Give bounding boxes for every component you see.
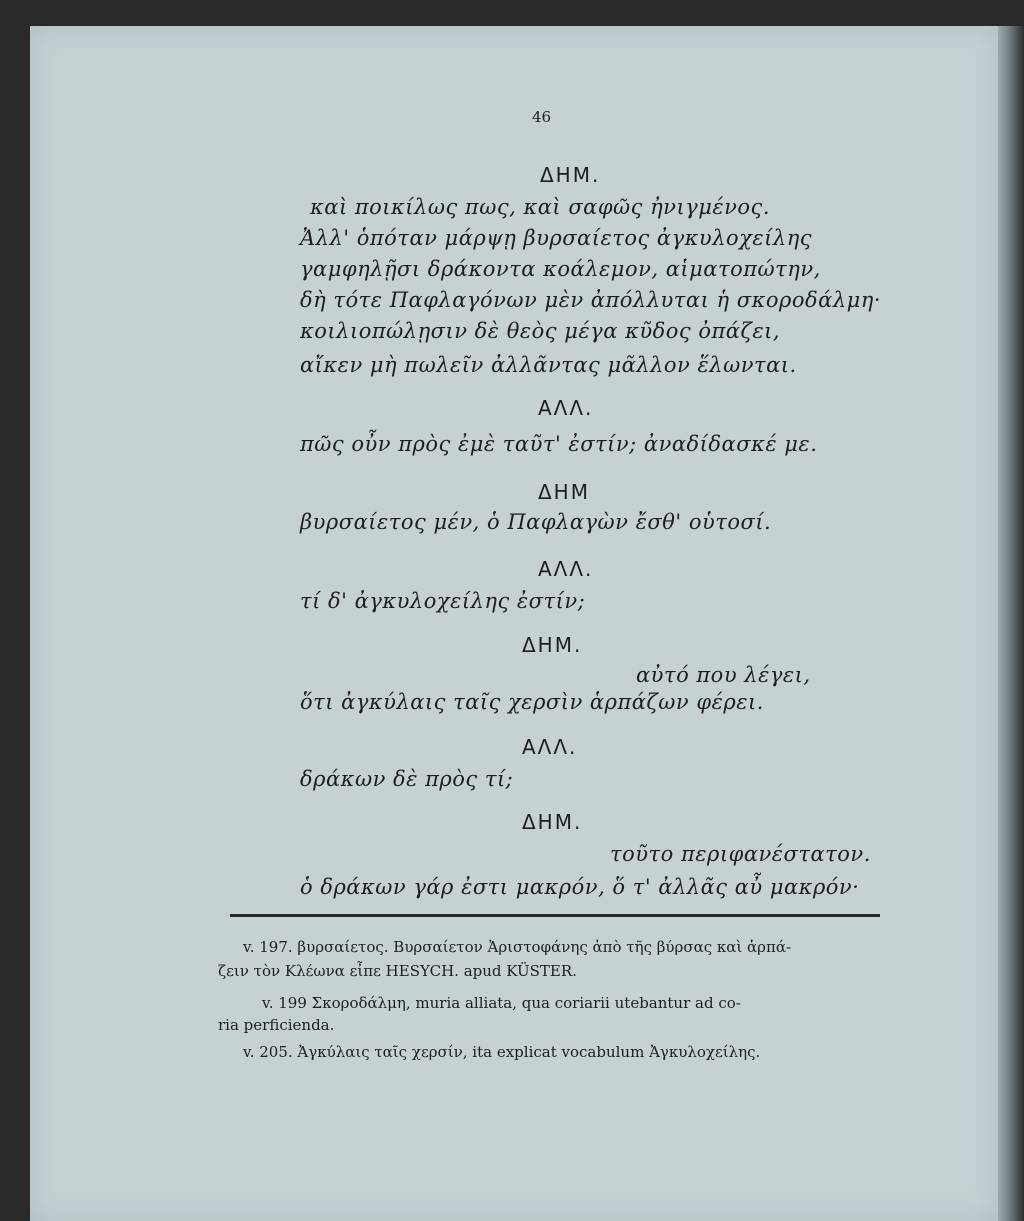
speaker-label: ΑΛΛ. bbox=[538, 396, 594, 420]
page-number: 46 bbox=[532, 108, 552, 126]
speaker-label: ΔΗΜ. bbox=[522, 633, 583, 657]
verse-line: αὐτό που λέγει, bbox=[636, 663, 811, 687]
footnote: v. 199 Σκοροδάλμη, muria alliata, qua coriarii utebantur ad co- bbox=[262, 994, 741, 1012]
speaker-label: ΔΗΜ bbox=[538, 480, 590, 504]
verse-line: ὁ δράκων γάρ ἐστι μακρόν, ὅ τ' ἀλλᾶς αὖ μακρόν· bbox=[300, 875, 860, 899]
verse-line: γαμφηλῇσι δράκοντα κοάλεμον, αἱματοπώτην, bbox=[300, 257, 821, 281]
speaker-label: ΑΛΛ. bbox=[522, 735, 578, 759]
footnote: ria perficienda. bbox=[218, 1016, 335, 1034]
footnote: v. 205. Ἀγκύλαις ταῖς χερσίν, ita explicat vocabulum Ἀγκυλοχείλης. bbox=[243, 1043, 761, 1061]
speaker-label: ΑΛΛ. bbox=[538, 557, 594, 581]
verse-line: ὅτι ἀγκύλαις ταῖς χερσὶν ἁρπάζων φέρει. bbox=[300, 690, 764, 714]
page-edge bbox=[998, 26, 1024, 1221]
verse-line: δὴ τότε Παφλαγόνων μὲν ἀπόλλυται ἡ σκοροδάλμη· bbox=[300, 288, 882, 312]
footnote-rule bbox=[230, 914, 880, 917]
speaker-label: ΔΗΜ. bbox=[540, 163, 601, 187]
verse-line: πῶς οὖν πρὸς ἐμὲ ταῦτ' ἐστίν; ἀναδίδασκέ με. bbox=[300, 432, 818, 456]
verse-line: αἴκεν μὴ πωλεῖν ἀλλᾶντας μᾶλλον ἕλωνται. bbox=[300, 353, 797, 377]
verse-line: τοῦτο περιφανέστατον. bbox=[610, 842, 871, 866]
speaker-label: ΔΗΜ. bbox=[522, 810, 583, 834]
verse-line: βυρσαίετος μέν, ὁ Παφλαγὼν ἔσθ' οὑτοσί. bbox=[300, 510, 772, 534]
verse-line: Ἀλλ' ὁπόταν μάρψῃ βυρσαίετος ἀγκυλοχείλης bbox=[300, 226, 813, 250]
verse-line: δράκων δὲ πρὸς τί; bbox=[300, 767, 514, 791]
footnote: v. 197. βυρσαίετος. Βυρσαίετον Ἀριστοφάνης ἀπὸ τῆς βύρσας καὶ ἁρπά- bbox=[243, 938, 792, 956]
verse-line: καὶ ποικίλως πως, καὶ σαφῶς ἠνιγμένος. bbox=[310, 195, 770, 219]
verse-line: κοιλιοπώλῃσιν δὲ θεὸς μέγα κῦδος ὀπάζει, bbox=[300, 319, 781, 343]
footnote: ζειν τὸν Κλέωνα εἶπε HESYCH. apud KÜSTER. bbox=[218, 962, 577, 980]
verse-line: τί δ' ἀγκυλοχείλης ἐστίν; bbox=[300, 589, 586, 613]
